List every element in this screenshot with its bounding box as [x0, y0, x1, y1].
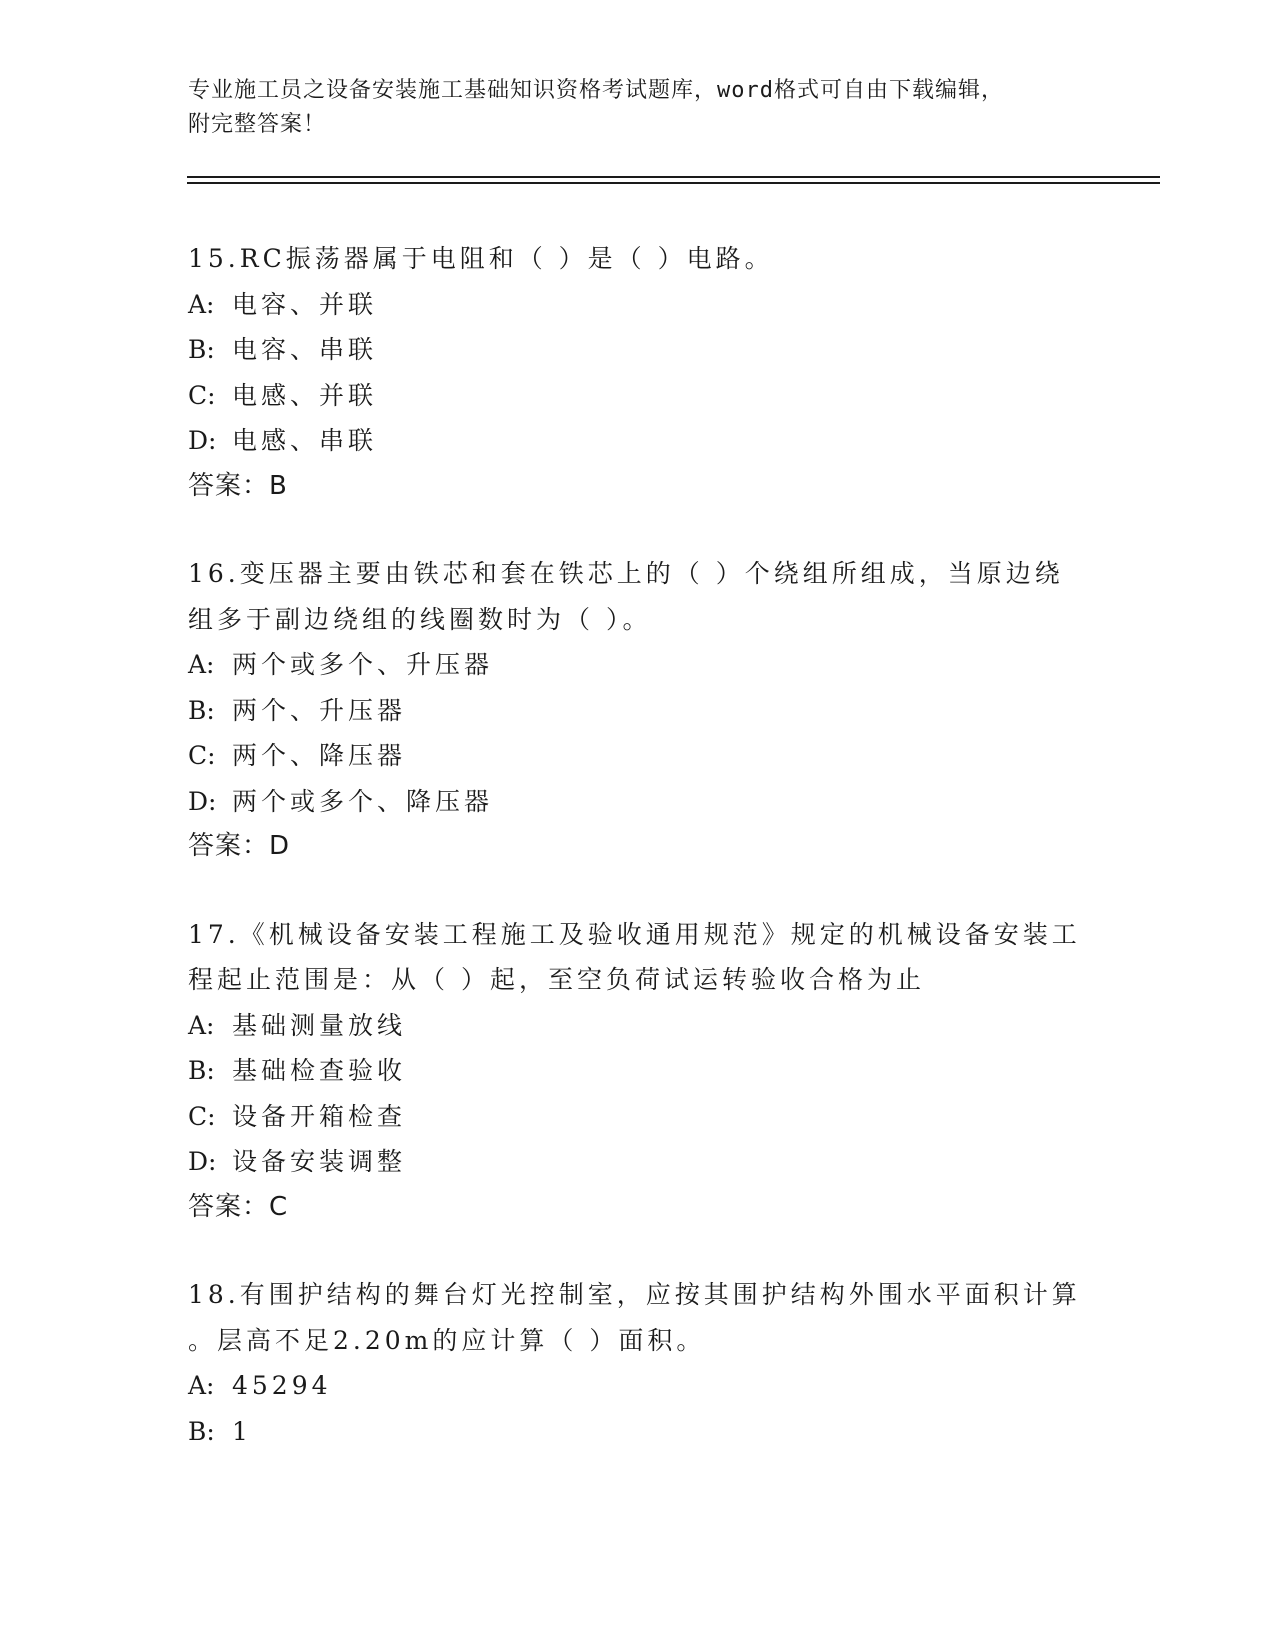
option-a	[188, 1003, 1088, 1049]
option-d	[188, 418, 1088, 464]
option-d	[188, 779, 1088, 825]
option-text: 1	[232, 1416, 252, 1446]
option-text: 电容、串联	[232, 335, 378, 364]
option-c	[188, 733, 1088, 779]
option-label: D:	[188, 786, 217, 816]
question-stem-line-1: 17.《机械设备安装工程施工及验收通用规范》规定的机械设备安装工	[188, 919, 1081, 949]
option-label: C:	[188, 380, 216, 410]
question-stem: 15.RC振荡器属于电阻和（ ）是（ ）电路。	[188, 244, 774, 273]
option-a	[188, 282, 1088, 328]
header-line-2: 附完整答案！	[188, 112, 327, 137]
question-16	[188, 551, 1088, 870]
option-label: A:	[188, 1371, 215, 1400]
option-label: A:	[188, 289, 215, 319]
option-text: 设备开箱检查	[232, 1101, 407, 1131]
answer: 答案：B	[188, 470, 288, 501]
option-text: 电容、并联	[232, 289, 378, 319]
option-text: 设备安装调整	[232, 1147, 407, 1176]
header-line-1: 专业施工员之设备安装施工基础知识资格考试题库，word格式可自由下载编辑，	[188, 78, 1004, 103]
option-d	[188, 1139, 1088, 1185]
question-stem-line-2: 。层高不足2.20m的应计算（ ）面积。	[188, 1325, 706, 1355]
option-c	[188, 1094, 1088, 1140]
option-label: B:	[188, 695, 215, 725]
option-a	[188, 642, 1088, 688]
answer: 答案：C	[188, 1191, 289, 1222]
option-text: 两个、升压器	[232, 695, 407, 725]
option-b	[188, 1048, 1088, 1094]
option-text: 基础检查验收	[232, 1056, 407, 1085]
option-b	[188, 688, 1088, 734]
header-divider-top	[187, 176, 1160, 178]
option-label: B:	[188, 1416, 215, 1446]
option-text: 45294	[232, 1371, 332, 1400]
question-stem-line-1: 16.变压器主要由铁芯和套在铁芯上的（ ）个绕组所组成，当原边绕	[188, 559, 1064, 588]
option-text: 两个或多个、降压器	[232, 786, 494, 816]
option-b	[188, 1409, 1088, 1455]
question-stem-line-1: 18.有围护结构的舞台灯光控制室，应按其围护结构外围水平面积计算	[188, 1280, 1081, 1309]
option-b	[188, 327, 1088, 373]
question-18	[188, 1272, 1088, 1454]
option-label: A:	[188, 650, 215, 679]
option-label: C:	[188, 741, 216, 770]
option-text: 电感、串联	[232, 426, 378, 455]
header-divider-bottom	[187, 182, 1160, 184]
option-label: D:	[188, 426, 217, 455]
option-text: 两个、降压器	[232, 741, 407, 770]
question-stem-line-2: 程起止范围是：从（ ）起，至空负荷试运转验收合格为止	[188, 965, 925, 994]
option-label: B:	[188, 1056, 215, 1085]
option-label: A:	[188, 1010, 215, 1040]
option-text: 电感、并联	[232, 380, 378, 410]
option-text: 两个或多个、升压器	[232, 650, 494, 679]
question-17	[188, 912, 1088, 1231]
option-c	[188, 373, 1088, 419]
option-text: 基础测量放线	[232, 1010, 407, 1040]
option-a	[188, 1363, 1088, 1409]
question-stem-line-2: 组多于副边绕组的线圈数时为（ ）。	[188, 604, 652, 634]
question-15	[188, 236, 1088, 509]
option-label: C:	[188, 1101, 216, 1131]
answer: 答案：D	[188, 831, 291, 861]
option-label: D:	[188, 1147, 217, 1176]
document-header	[188, 74, 1088, 142]
option-label: B:	[188, 335, 215, 364]
question-list	[188, 236, 1088, 1496]
